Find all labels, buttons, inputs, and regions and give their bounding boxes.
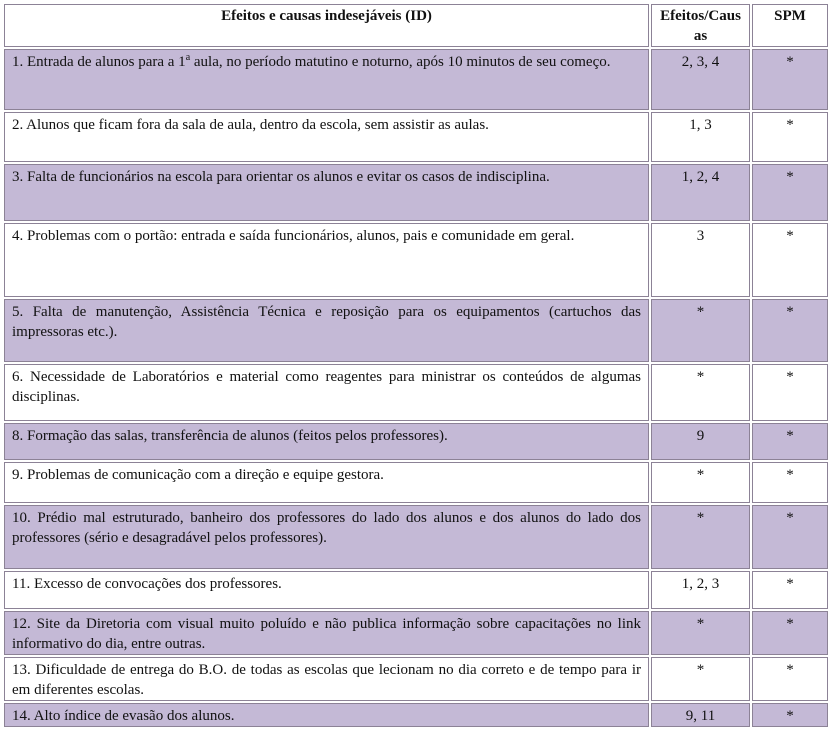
row-description: 11. Excesso de convocações dos professores. — [4, 571, 649, 609]
row-spm: * — [752, 703, 828, 727]
table-row — [4, 462, 828, 503]
row-spm: * — [752, 423, 828, 460]
row-effects: * — [651, 299, 750, 362]
row-description: 2. Alunos que ficam fora da sala de aula, dentro da escola, sem assistir as aulas. — [4, 112, 649, 162]
table-header-row — [4, 4, 828, 47]
ordinal-superscript: a — [185, 52, 191, 63]
row-description: 9. Problemas de comunicação com a direção e equipe gestora. — [4, 462, 649, 503]
row-description: 5. Falta de manutenção, Assistência Técnica e reposição para os equipamentos (cartuchos das impressoras etc.). — [4, 299, 649, 362]
row-spm: * — [752, 611, 828, 655]
row-effects: 9, 11 — [651, 703, 750, 727]
table-row — [4, 112, 828, 162]
table-row — [4, 423, 828, 460]
row-description: 13. Dificuldade de entrega do B.O. de todas as escolas que lecionam no dia correto e de tempo para ir em diferentes escolas. — [4, 657, 649, 701]
row-effects: 1, 2, 3 — [651, 571, 750, 609]
row-description: 14. Alto índice de evasão dos alunos. — [4, 703, 649, 727]
row-effects: 9 — [651, 423, 750, 460]
header-spm: SPM — [752, 4, 828, 47]
row-description-part: 1. Entrada de alunos para a 1 — [12, 54, 186, 70]
row-description — [4, 49, 649, 110]
table-row — [4, 657, 828, 701]
table-row — [4, 223, 828, 297]
header-description: Efeitos e causas indesejáveis (ID) — [4, 4, 649, 47]
row-description: 3. Falta de funcionários na escola para orientar os alunos e evitar os casos de indisciplina. — [4, 164, 649, 221]
table-row — [4, 703, 828, 727]
row-description-part: aula, no período matutino e noturno, após 10 minutos de seu começo. — [190, 54, 611, 70]
row-effects: * — [651, 462, 750, 503]
row-effects: 1, 2, 4 — [651, 164, 750, 221]
row-description: 10. Prédio mal estruturado, banheiro dos professores do lado dos alunos e dos alunos do lado dos professores (sério e desagradável pelos professores). — [4, 505, 649, 569]
undesirable-effects-table — [2, 2, 830, 729]
table-row — [4, 364, 828, 421]
row-spm: * — [752, 571, 828, 609]
row-spm: * — [752, 164, 828, 221]
row-spm: * — [752, 223, 828, 297]
table-row — [4, 49, 828, 110]
table-row — [4, 299, 828, 362]
row-effects: * — [651, 657, 750, 701]
row-effects: 3 — [651, 223, 750, 297]
row-effects: * — [651, 611, 750, 655]
row-spm: * — [752, 112, 828, 162]
row-effects: 2, 3, 4 — [651, 49, 750, 110]
header-effects-causes: Efeitos/Causas — [651, 4, 750, 47]
row-spm: * — [752, 364, 828, 421]
row-effects: * — [651, 505, 750, 569]
row-spm: * — [752, 657, 828, 701]
table-row — [4, 611, 828, 655]
row-spm: * — [752, 299, 828, 362]
row-effects: * — [651, 364, 750, 421]
table-row — [4, 505, 828, 569]
row-description: 4. Problemas com o portão: entrada e saída funcionários, alunos, pais e comunidade em geral. — [4, 223, 649, 297]
row-spm: * — [752, 462, 828, 503]
table-row — [4, 164, 828, 221]
row-description: 8. Formação das salas, transferência de alunos (feitos pelos professores). — [4, 423, 649, 460]
table-row — [4, 571, 828, 609]
row-spm: * — [752, 49, 828, 110]
row-spm: * — [752, 505, 828, 569]
row-description: 12. Site da Diretoria com visual muito poluído e não publica informação sobre capacitações no link informativo do dia, entre outras. — [4, 611, 649, 655]
row-effects: 1, 3 — [651, 112, 750, 162]
row-description: 6. Necessidade de Laboratórios e material como reagentes para ministrar os conteúdos de algumas disciplinas. — [4, 364, 649, 421]
